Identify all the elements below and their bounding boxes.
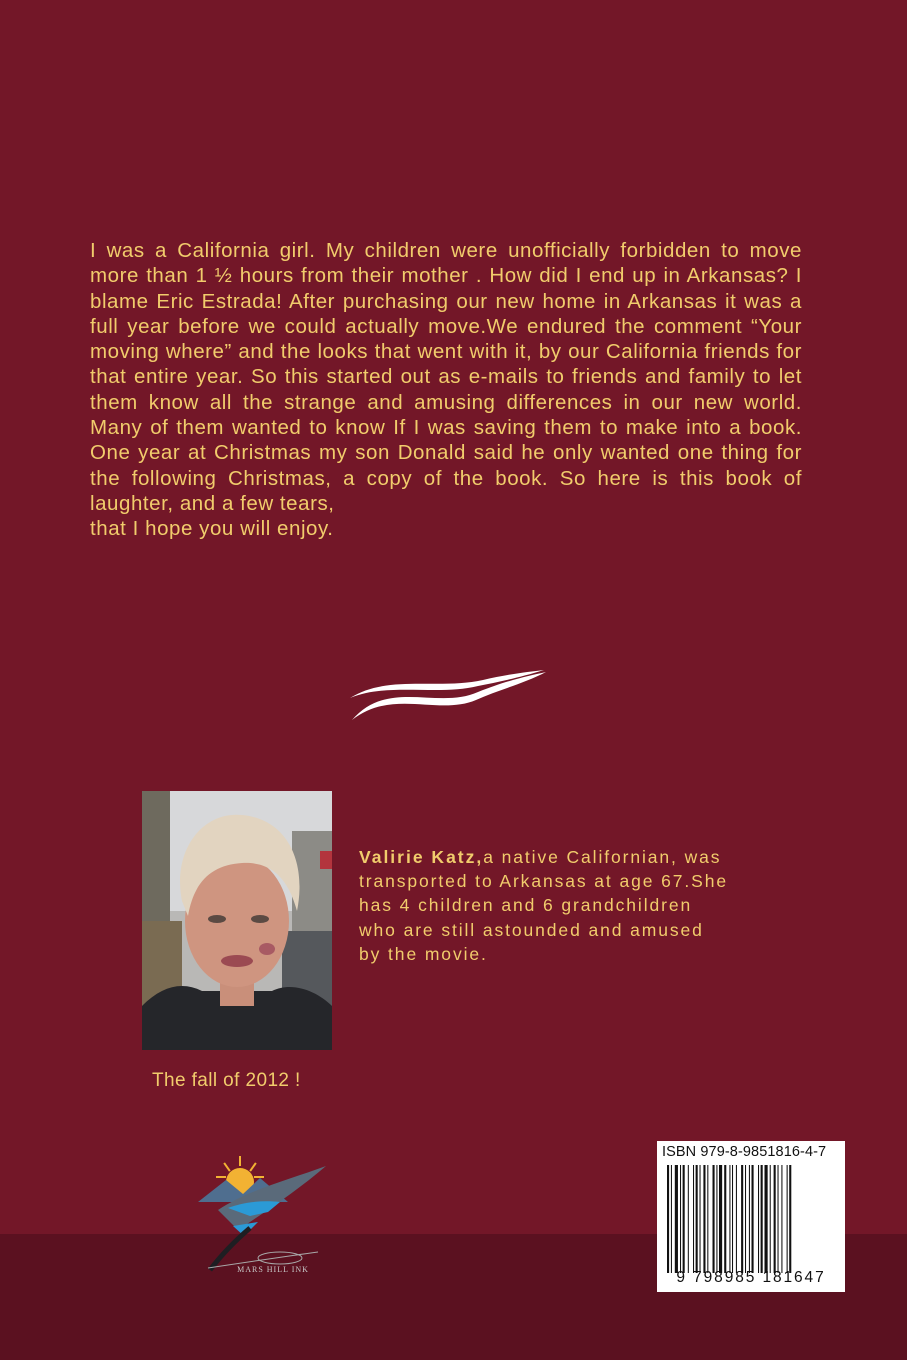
barcode-bar xyxy=(781,1165,782,1273)
barcode-bar xyxy=(774,1165,776,1273)
isbn-label: ISBN 979-8-9851816-4-7 xyxy=(662,1144,827,1160)
author-bio-text: a native Californian, was transported to Arkansas at age 67.She has 4 children and 6 grandchildren who are still astounded and amused by the movie. xyxy=(359,847,728,964)
publisher-logo-icon xyxy=(188,1150,328,1278)
author-photo xyxy=(142,791,332,1050)
barcode-bar xyxy=(729,1165,730,1273)
barcode-bar xyxy=(696,1165,698,1273)
barcode-bar xyxy=(680,1165,681,1273)
barcode-bar xyxy=(667,1165,669,1273)
barcode-bar xyxy=(778,1165,779,1273)
barcode-bars xyxy=(667,1165,838,1273)
barcode-bar xyxy=(713,1165,715,1273)
barcode-bar xyxy=(724,1165,726,1273)
barcode-bar xyxy=(770,1165,771,1273)
barcode-bar xyxy=(765,1165,768,1273)
barcode-bar xyxy=(671,1165,672,1273)
publisher-name: MARS HILL INK xyxy=(237,1265,309,1274)
barcode-bar xyxy=(675,1165,678,1273)
barcode-bar xyxy=(758,1165,759,1273)
barcode-bar xyxy=(703,1165,705,1273)
barcode-bar xyxy=(716,1165,717,1273)
author-name: Valirie Katz, xyxy=(359,847,484,867)
blurb-last-line: that I hope you will enjoy. xyxy=(90,517,334,541)
barcode-bar xyxy=(761,1165,763,1273)
barcode-bar xyxy=(700,1165,701,1273)
barcode-bar xyxy=(693,1165,694,1273)
barcode-bar xyxy=(732,1165,733,1273)
barcode-box xyxy=(657,1141,845,1292)
barcode-bar xyxy=(719,1165,722,1273)
barcode-bar xyxy=(752,1165,754,1273)
barcode-bar xyxy=(683,1165,685,1273)
wave-ornament-icon xyxy=(348,668,548,724)
author-bio xyxy=(359,845,731,966)
barcode-bar xyxy=(736,1165,737,1273)
barcode-bar xyxy=(688,1165,689,1273)
back-cover-blurb xyxy=(90,238,802,542)
blurb-text: I was a California girl. My children were unofficially forbidden to move more than 1 ½ hours from their mother . How did I end up in Arkansas? I blame Eric Estrada! After purchasing our new home in Arkansas it was a full year before we could actually move.We endured the comment “Your moving where” and the looks that went with it, by our California friends for that entire year. So this started out as e-mails to friends and family to let them know all the strange and amusing differences in our new world. Many of them wanted to know If I was saving them to make into a book. One year at Christmas my son Donald said he only wanted one thing for the following Christmas, a copy of the book. So here is this book of laughter, and a few tears, xyxy=(90,239,802,515)
photo-caption: The fall of 2012 ! xyxy=(152,1070,301,1091)
barcode-bar xyxy=(749,1165,750,1273)
barcode-bar xyxy=(741,1165,743,1273)
barcode-bar xyxy=(707,1165,708,1273)
barcode-bar xyxy=(745,1165,746,1273)
barcode-bar xyxy=(789,1165,791,1273)
barcode-number: 9 798985 181647 xyxy=(676,1269,826,1286)
barcode-bar xyxy=(787,1165,788,1273)
